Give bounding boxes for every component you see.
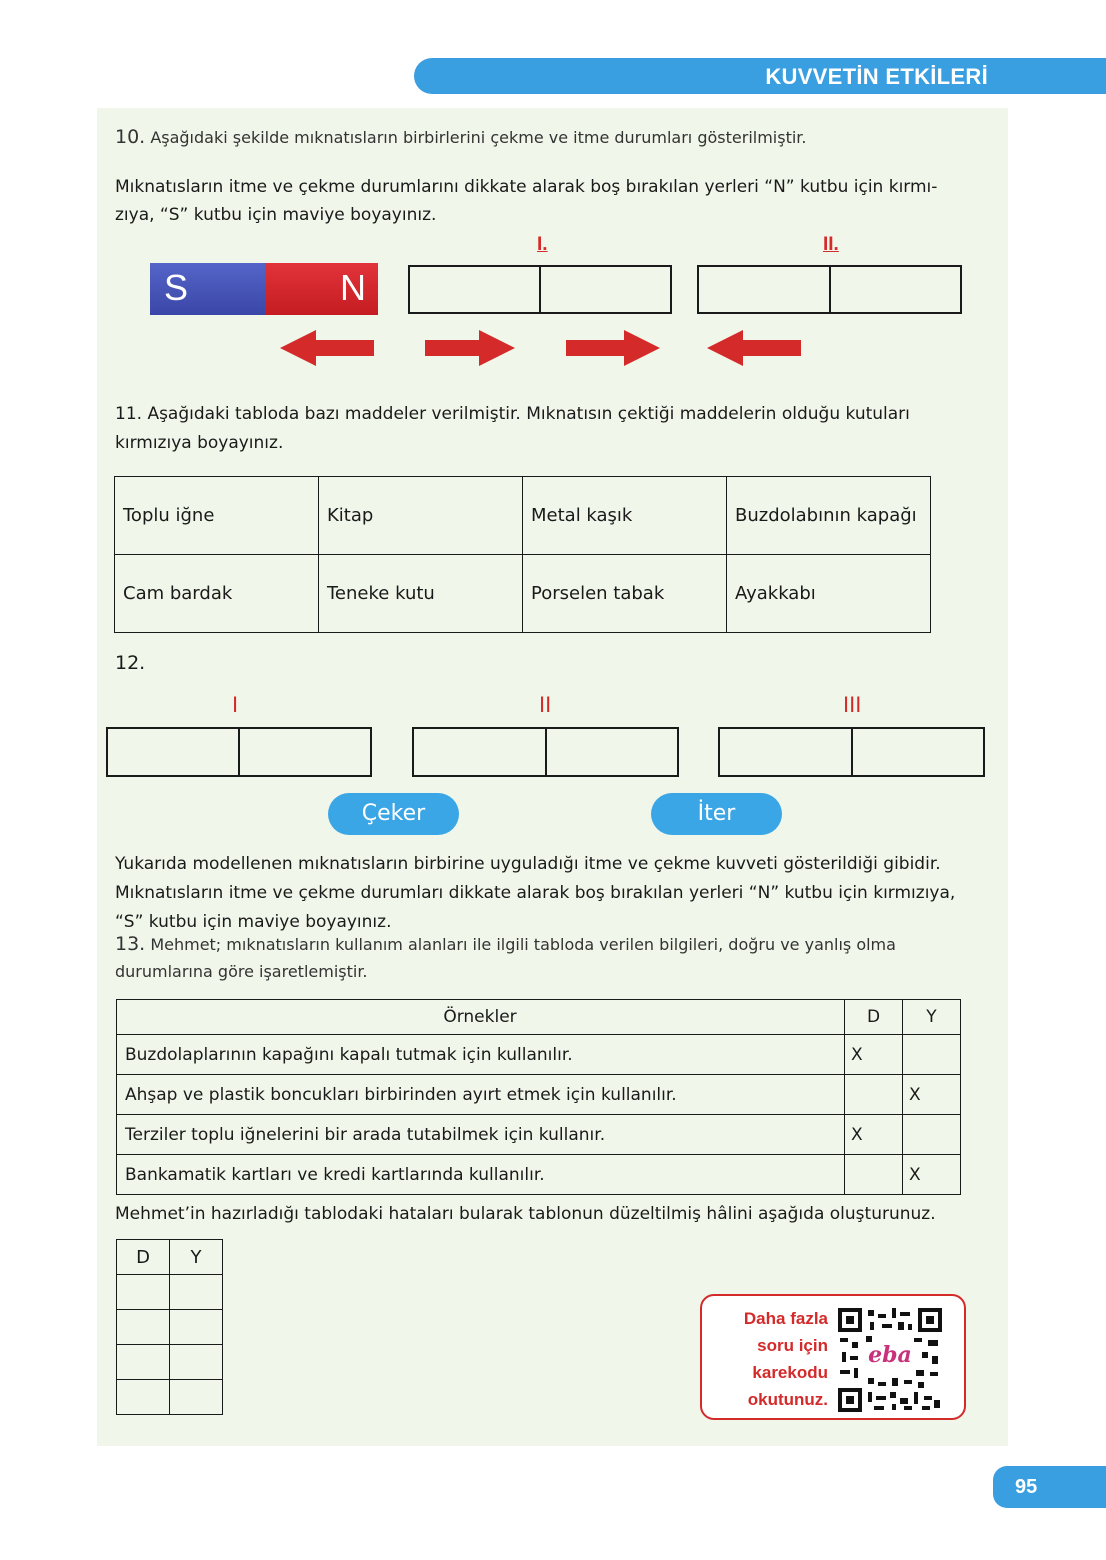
q13-table <box>116 999 961 1195</box>
q12-magnet-1[interactable] <box>106 727 372 777</box>
table-row <box>115 555 931 633</box>
table-row <box>117 1275 223 1310</box>
q12-label-2: II <box>539 692 552 717</box>
q12-magnet-2-left[interactable] <box>414 729 545 775</box>
answer-cell[interactable] <box>117 1380 170 1415</box>
col-examples-header: Örnekler <box>117 1000 845 1035</box>
table-header-row <box>117 1240 223 1275</box>
q10-magnet-1-right[interactable] <box>539 267 670 312</box>
q10-magnet-2-right[interactable] <box>829 267 961 312</box>
q10-intro <box>115 123 995 152</box>
q11-cell[interactable]: Kitap <box>319 477 523 555</box>
table-row <box>115 477 931 555</box>
q11-cell[interactable]: Porselen tabak <box>523 555 727 633</box>
answer-y-header: Y <box>170 1240 223 1275</box>
example-text: Buzdolaplarının kapağını kapalı tutmak için kullanılır. <box>117 1035 845 1075</box>
answer-cell[interactable] <box>170 1275 223 1310</box>
q12-magnet-1-left[interactable] <box>108 729 238 775</box>
q13-followup: Mehmet’in hazırladığı tablodaki hataları bularak tablonun düzeltilmiş hâlini aşağıda oluşturunuz. <box>115 1204 936 1224</box>
d-mark <box>845 1075 903 1115</box>
d-mark <box>845 1155 903 1195</box>
q11-line2: kırmızıya boyayınız. <box>115 433 284 453</box>
q10-label-1: I. <box>537 234 548 255</box>
table-row <box>117 1380 223 1415</box>
q11-cell[interactable]: Buzdolabının kapağı <box>727 477 931 555</box>
q10-magnet-1[interactable] <box>408 265 672 314</box>
table-header-row <box>117 1000 961 1035</box>
answer-table <box>116 1239 223 1415</box>
answer-cell[interactable] <box>170 1345 223 1380</box>
arrow-right-icon <box>425 330 515 366</box>
q10-number: 10. <box>115 126 146 148</box>
qr-text-line1: Daha fazla <box>743 1309 828 1328</box>
q11-cell[interactable]: Toplu iğne <box>115 477 319 555</box>
q12-number: 12. <box>115 652 146 674</box>
eba-logo: eba <box>868 1342 912 1368</box>
q12-label-3: III <box>843 692 862 717</box>
page-title: KUVVETİN ETKİLERİ <box>765 64 988 89</box>
table-row <box>117 1035 961 1075</box>
header-bar <box>414 58 1106 94</box>
q12-magnet-2[interactable] <box>412 727 679 777</box>
qr-text-line3: karekodu <box>752 1363 828 1382</box>
table-row <box>117 1115 961 1155</box>
table-row <box>117 1075 961 1115</box>
q12-label-1: I <box>232 692 239 717</box>
answer-cell[interactable] <box>170 1310 223 1345</box>
answer-cell[interactable] <box>117 1310 170 1345</box>
answer-d-header: D <box>117 1240 170 1275</box>
q11-table <box>114 476 931 633</box>
q12-text-line3: “S” kutbu için maviye boyayınız. <box>115 912 392 932</box>
q10-label-2: II. <box>823 234 839 255</box>
q11-cell[interactable]: Ayakkabı <box>727 555 931 633</box>
col-d-header: D <box>845 1000 903 1035</box>
d-mark: X <box>845 1035 903 1075</box>
example-text: Ahşap ve plastik boncukları birbirinden ayırt etmek için kullanılır. <box>117 1075 845 1115</box>
q13-line2: durumlarına göre işaretlemiştir. <box>115 962 368 981</box>
answer-cell[interactable] <box>117 1275 170 1310</box>
q12-magnet-3[interactable] <box>718 727 985 777</box>
q13-line1-text: Mehmet; mıknatısların kullanım alanları ile ilgili tabloda verilen bilgileri, doğru ve yanlış olma <box>150 935 896 954</box>
arrow-left-icon <box>280 330 374 366</box>
q12-text-line1: Yukarıda modellenen mıknatısların birbirine uyguladığı itme ve çekme kuvveti gösterildiği gibidir. <box>115 854 941 874</box>
answer-cell[interactable] <box>170 1380 223 1415</box>
qr-text-line2: soru için <box>757 1336 828 1355</box>
arrow-right-icon <box>566 330 660 366</box>
table-row <box>117 1310 223 1345</box>
qr-text-line4: okutunuz. <box>747 1390 828 1409</box>
magnet-n-pole: N <box>265 263 378 315</box>
q12-magnet-3-right[interactable] <box>851 729 984 775</box>
arrow-left-icon <box>707 330 801 366</box>
example-text: Terziler toplu iğnelerini bir arada tutabilmek için kullanır. <box>117 1115 845 1155</box>
col-y-header: Y <box>903 1000 961 1035</box>
q11-line1: 11. Aşağıdaki tabloda bazı maddeler verilmiştir. Mıknatısın çektiği maddelerin olduğu kutuları <box>115 404 910 424</box>
q10-instruction-line1: Mıknatısların itme ve çekme durumlarını dikkate alarak boş bırakılan yerleri “N” kutbu için kırmı- <box>115 177 938 197</box>
q13-line1 <box>115 930 1005 959</box>
q12-magnet-1-right[interactable] <box>238 729 370 775</box>
q12-magnet-3-left[interactable] <box>720 729 851 775</box>
d-mark: X <box>845 1115 903 1155</box>
q11-cell[interactable]: Teneke kutu <box>319 555 523 633</box>
y-mark <box>903 1035 961 1075</box>
q12-magnet-2-right[interactable] <box>545 729 678 775</box>
push-badge: İter <box>651 793 782 835</box>
q11-cell[interactable]: Metal kaşık <box>523 477 727 555</box>
pull-badge: Çeker <box>328 793 459 835</box>
answer-cell[interactable] <box>117 1345 170 1380</box>
q10-instruction-line2: zıya, “S” kutbu için maviye boyayınız. <box>115 205 437 225</box>
q12-text-line2: Mıknatısların itme ve çekme durumları dikkate alarak boş bırakılan yerleri “N” kutbu için kırmızıya, <box>115 883 956 903</box>
table-row <box>117 1155 961 1195</box>
y-mark: X <box>903 1155 961 1195</box>
y-mark <box>903 1115 961 1155</box>
y-mark: X <box>903 1075 961 1115</box>
table-row <box>117 1345 223 1380</box>
q10-magnet-2-left[interactable] <box>699 267 829 312</box>
page-number: 95 <box>993 1466 1106 1508</box>
q10-magnet-1-left[interactable] <box>410 267 539 312</box>
q13-number: 13. <box>115 933 146 955</box>
q10-intro-text: Aşağıdaki şekilde mıknatısların birbirlerini çekme ve itme durumları gösterilmiştir. <box>150 128 807 147</box>
reference-magnet <box>150 263 378 315</box>
qr-text <box>714 1305 828 1413</box>
magnet-s-pole: S <box>150 263 265 315</box>
example-text: Bankamatik kartları ve kredi kartlarında kullanılır. <box>117 1155 845 1195</box>
q10-magnet-2[interactable] <box>697 265 962 314</box>
q11-cell[interactable]: Cam bardak <box>115 555 319 633</box>
